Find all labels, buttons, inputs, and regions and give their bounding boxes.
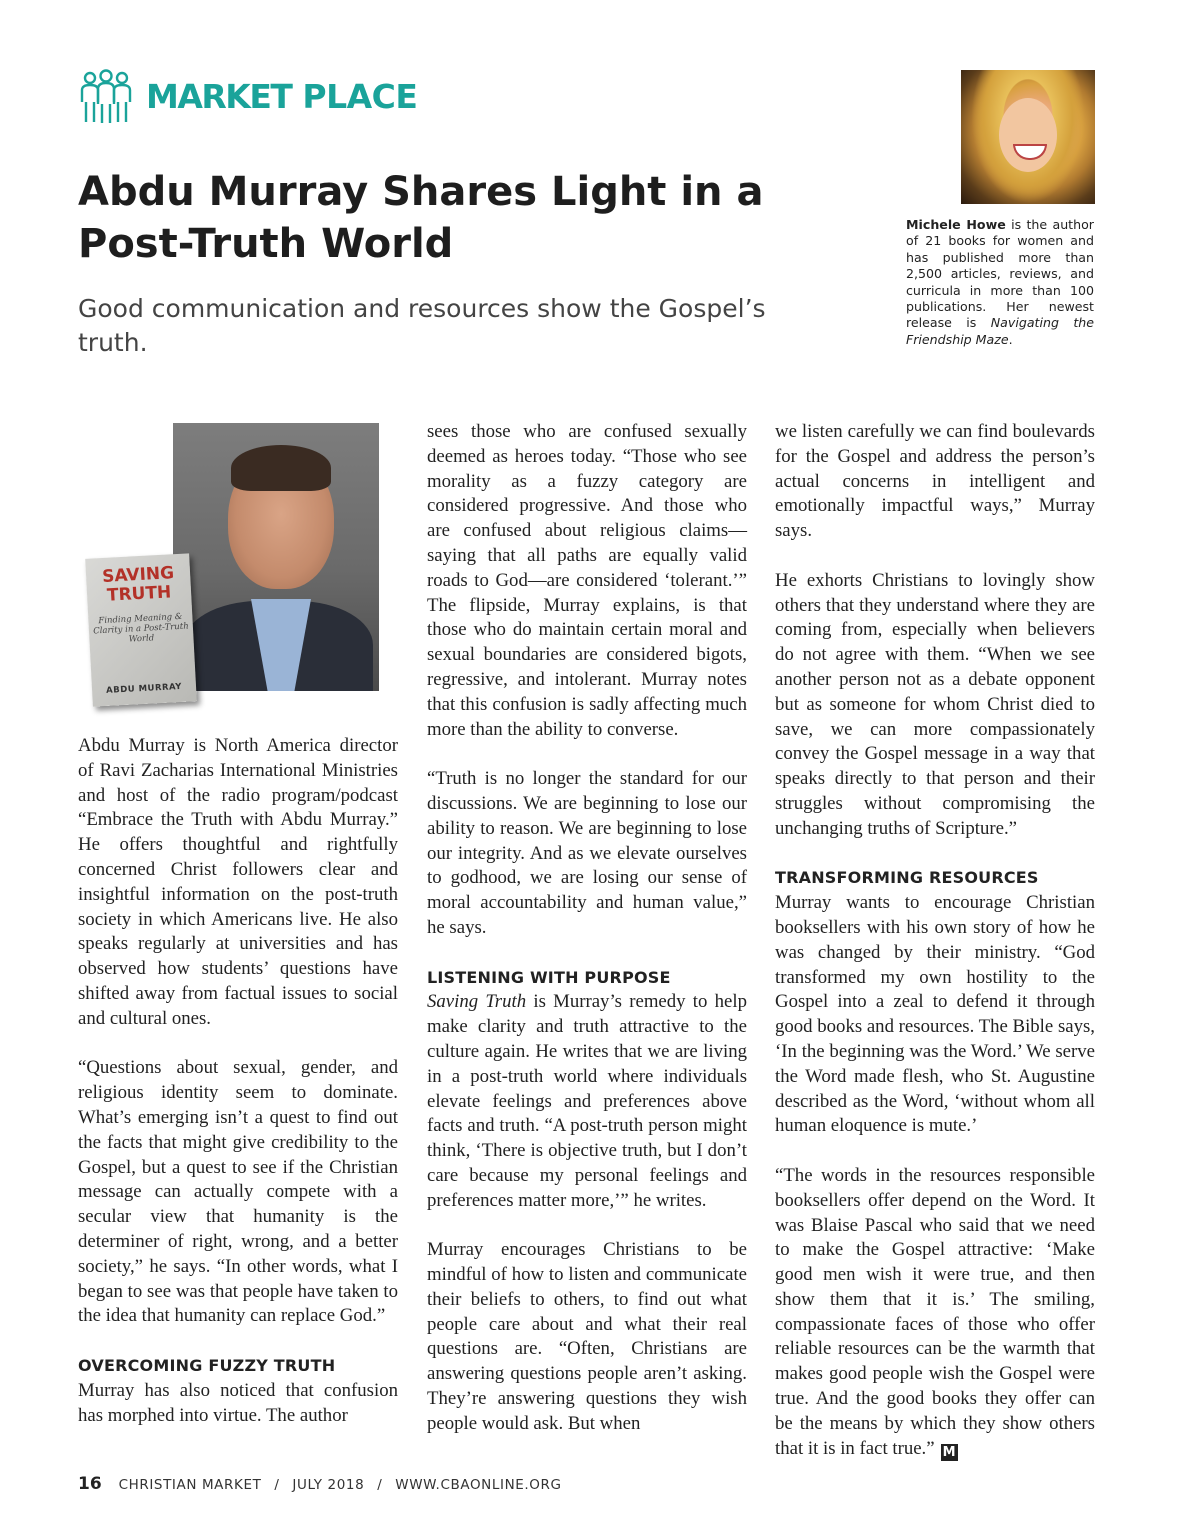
section-title	[146, 77, 417, 116]
article-paragraph-text: “The words in the resources responsible booksellers offer depend on the Word. It was Blaise Pascal who said that we need to make the Gospel attractive: ‘Make good men wish it were true, and then show them that it is.’ The smiling, compassionate faces of those who offer reliable resources can be the warmth that makes good people wish the Gospel were true. And the good books they offer can be the means by which they show others that it is in fact true.”	[775, 1164, 1095, 1459]
page-number: 16	[78, 1474, 102, 1494]
article-headline: Abdu Murray Shares Light in a Post-Truth World	[78, 169, 764, 267]
article-column-2	[427, 420, 747, 1437]
article-paragraph: Murray has also noticed that confusion has morphed into virtue. The author	[78, 1379, 398, 1426]
article-column-3	[775, 420, 1095, 1461]
subhead-overcoming-fuzzy-truth: OVERCOMING FUZZY TRUTH	[78, 1355, 336, 1375]
author-bio-end: .	[1008, 331, 1013, 347]
article-paragraph: He exhorts Christians to lovingly show others that they understand where they are coming from, especially when believers do not agree with them. “When we see another person not as a debate opponent but as someone for whom Christ died to save, we can more compassionately convey the Gospel message in a way that speaks directly to that person and their struggles without compromising the unchanging truths of Scripture.”	[775, 569, 1095, 839]
article-paragraph: Murray encourages Christians to be mindful of how to listen and communicate their beliefs to others, to find out what people care about and what their real questions are. “Often, Christians are answering questions people aren’t asking. They’re answering questions they wish people would ask. But when	[427, 1239, 747, 1434]
article-paragraph-text: is Murray’s remedy to help make clarity and truth attractive to the culture again. He writes that we are living in a post-truth world where individuals elevate feelings and preferences above facts and truth. “A post-truth person might think, ‘There is objective truth, but I don’t care because my personal feelings and preferences matter more,’” he writes.	[427, 991, 747, 1211]
article-column-1	[78, 734, 398, 1428]
publication-name: CHRISTIAN MARKET	[118, 1477, 262, 1493]
article-paragraph: “Truth is no longer the standard for our discussions. We are beginning to lose our ability to reason. We are beginning to lose our integrity. And as we elevate ourselves to godhood, we are losing our sense of moral accountability and human value,” he says.	[427, 768, 747, 938]
book-cover-subtitle: Finding Meaning & Clarity in a Post-Truth World	[92, 611, 189, 645]
website-link[interactable]: WWW.CBAONLINE.ORG	[395, 1477, 562, 1493]
article-paragraph: we listen carefully we can find boulevards for the Gospel and address the person’s actual concerns in intelligent and emotionally impactful ways,” Murray says.	[775, 421, 1095, 542]
book-cover-author: ABDU MURRAY	[105, 681, 183, 696]
author-book-title: Navigating the Friendship Maze	[906, 315, 1094, 347]
article-paragraph	[775, 1164, 1095, 1462]
subject-portrait	[173, 423, 379, 691]
subhead-listening-with-purpose: LISTENING WITH PURPOSE	[427, 967, 671, 987]
issue-date: JULY 2018	[292, 1477, 365, 1493]
subhead-transforming-resources: TRANSFORMING RESOURCES	[775, 868, 1039, 888]
book-title-italic: Saving Truth	[427, 991, 527, 1013]
author-bio-text: is the author of 21 books for women and has published more than 2,500 articles, reviews, and curricula in more than 100 publications. Her newest release is	[906, 217, 1094, 331]
author-bio	[906, 217, 1094, 348]
people-group-icon	[78, 68, 134, 124]
section-title-word2: PLACE	[302, 76, 418, 116]
section-title-word1: MARKET	[146, 76, 292, 116]
author-photo	[961, 70, 1095, 204]
article-deck: Good communication and resources show the Gospel’s truth.	[78, 294, 766, 357]
author-name: Michele Howe	[906, 217, 1006, 232]
article-paragraph: Murray wants to encourage Christian booksellers with his own story of how he was changed by their ministry. “God transformed my own hostility to the Gospel into a zeal to defend it through good books and resources. The Bible says, ‘In the beginning was the Word.’ We serve the Word made flesh, who St. Augustine described as the Word, ‘without whom all human eloquence is mute.’	[775, 892, 1095, 1137]
article-paragraph: “Questions about sexual, gender, and religious identity seem to dominate. What’s emerging isn’t a quest to find out the facts that might give credibility to the Gospel, but a quest to see if the Christian message can actually compete with a secular view that humanity is the determiner of right, wrong, and a better society,” he says. “In other words, what I began to see was that people have taken to the idea that humanity can replace God.”	[78, 1057, 398, 1327]
book-cover-title: SAVING TRUTH	[101, 563, 175, 606]
article-paragraph: sees those who are confused sexually deemed as heroes today. “Those who see morality as a fuzzy category are considered progressive. And those who are confused about religious claims—saying that all paths are equally valid roads to God—are considered ‘tolerant.’” The flipside, Murray explains, is that those who do maintain certain moral and sexual boundaries are considered bigots, regressive, and intolerant. Murray notes that this confusion is sadly affecting much more than the ability to converse.	[427, 421, 747, 740]
article-paragraph	[427, 990, 747, 1213]
section-header	[78, 68, 417, 124]
article-paragraph: Abdu Murray is North America director of Ravi Zacharias International Ministries and host of the radio program/podcast “Embrace the Truth with Abdu Murray.” He offers thoughtful and rightfully concerned Christ followers clear and insightful information on the post-truth society in which Americans live. He also speaks regularly at universities and has observed how students’ questions have shifted away from factual issues to social and cultural ones.	[78, 735, 398, 1029]
book-cover	[85, 553, 197, 706]
end-mark-icon: M	[941, 1444, 958, 1461]
page-footer: 16 CHRISTIAN MARKET / JULY 2018 / WWW.CBAONLINE.ORG	[78, 1474, 562, 1494]
